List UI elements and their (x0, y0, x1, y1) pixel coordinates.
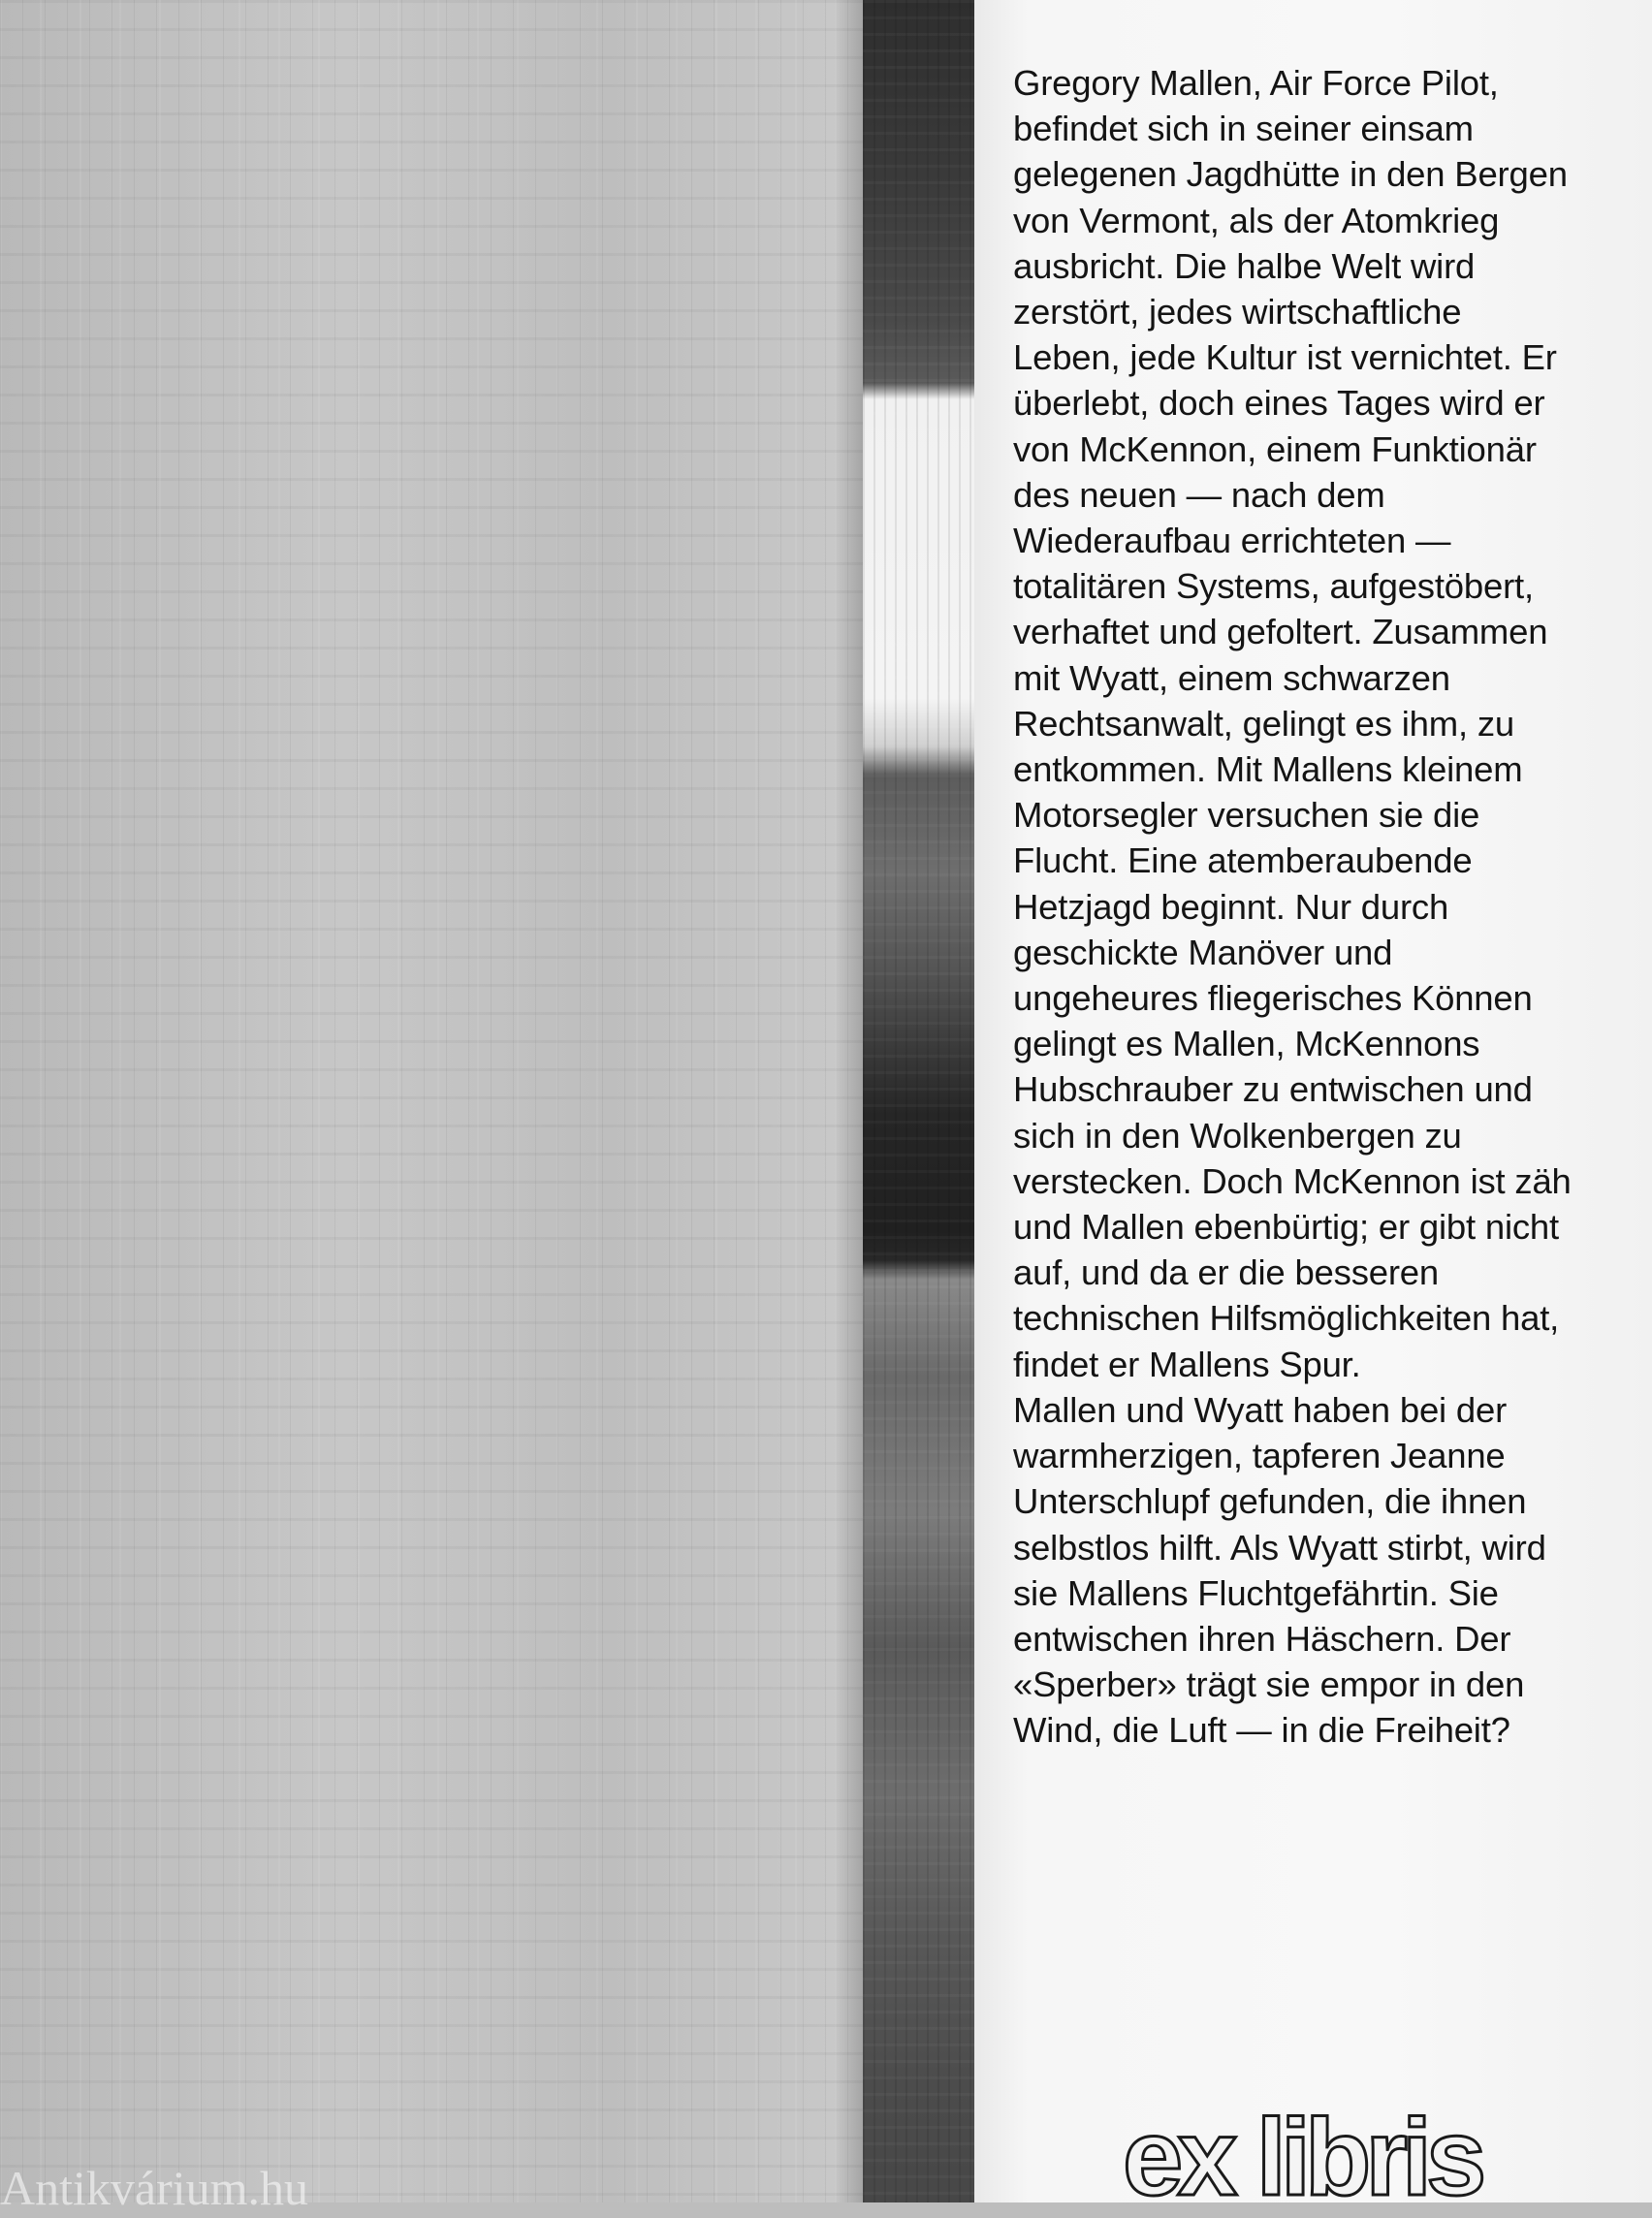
blurb-line: Hubschrauber zu entwischen und (1013, 1069, 1533, 1110)
blurb-line: technischen Hilfsmöglichkeiten hat, (1013, 1298, 1560, 1339)
blurb-line: verhaftet und gefoltert. Zusammen (1013, 612, 1548, 652)
blurb-text (1013, 60, 1643, 1754)
watermark-text: Antikvárium.hu (0, 2161, 309, 2215)
publisher-logo: ex libris (1123, 2097, 1481, 2218)
blurb-line: warmherzigen, tapferen Jeanne (1013, 1436, 1506, 1476)
blurb-line: Leben, jede Kultur ist vernichtet. Er (1013, 337, 1557, 378)
blurb-line: von Vermont, als der Atomkrieg (1013, 200, 1500, 240)
blurb-line: gelingt es Mallen, McKennons (1013, 1024, 1480, 1064)
blurb-line: Hetzjagd beginnt. Nur durch (1013, 886, 1449, 927)
blurb-line: Wind, die Luft — in die Freiheit? (1013, 1710, 1510, 1751)
blurb-line: zerstört, jedes wirtschaftliche (1013, 292, 1462, 333)
spine-texture (863, 0, 989, 2202)
blurb-line: geschickte Manöver und (1013, 932, 1393, 972)
blurb-line: und Mallen ebenbürtig; er gibt nicht (1013, 1207, 1559, 1248)
blurb-line: überlebt, doch eines Tages wird er (1013, 383, 1545, 424)
blurb-line: sich in den Wolkenbergen zu (1013, 1115, 1462, 1156)
blurb-line: befindet sich in seiner einsam (1013, 109, 1474, 149)
blurb-line: entwischen ihren Häschern. Der (1013, 1618, 1511, 1659)
blurb-line: auf, und da er die besseren (1013, 1252, 1439, 1293)
blurb-line: verstecken. Doch McKennon ist zäh (1013, 1160, 1572, 1201)
blurb-line: des neuen — nach dem (1013, 474, 1385, 515)
board-edge-shadow (834, 0, 863, 2202)
blurb-line: mit Wyatt, einem schwarzen (1013, 657, 1450, 698)
blurb-line: findet er Mallens Spur. (1013, 1344, 1361, 1384)
blurb-line: Flucht. Eine atemberaubende (1013, 840, 1473, 881)
blurb-line: Wiederaufbau errichteten — (1013, 521, 1451, 561)
blurb-line: von McKennon, einem Funktionär (1013, 428, 1537, 469)
blurb-line: entkommen. Mit Mallens kleinem (1013, 749, 1523, 790)
blurb-line: ausbricht. Die halbe Welt wird (1013, 245, 1476, 286)
blurb-line: Unterschlupf gefunden, die ihnen (1013, 1481, 1527, 1522)
blurb-line: gelegenen Jagdhütte in den Bergen (1013, 154, 1568, 195)
blurb-line: sie Mallens Fluchtgefährtin. Sie (1013, 1572, 1499, 1613)
blurb-line: Mallen und Wyatt haben bei der (1013, 1389, 1508, 1430)
blurb-line: totalitären Systems, aufgestöbert, (1013, 566, 1534, 607)
blurb-line: Motorsegler versuchen sie die (1013, 795, 1480, 836)
blurb-line: «Sperber» trägt sie empor in den (1013, 1664, 1525, 1705)
blurb-line: ungeheures fliegerisches Können (1013, 978, 1533, 1019)
blurb-line: selbstlos hilft. Als Wyatt stirbt, wird (1013, 1527, 1546, 1568)
blurb-line: Gregory Mallen, Air Force Pilot, (1013, 63, 1499, 103)
blurb-line: Rechtsanwalt, gelingt es ihm, zu (1013, 703, 1515, 744)
